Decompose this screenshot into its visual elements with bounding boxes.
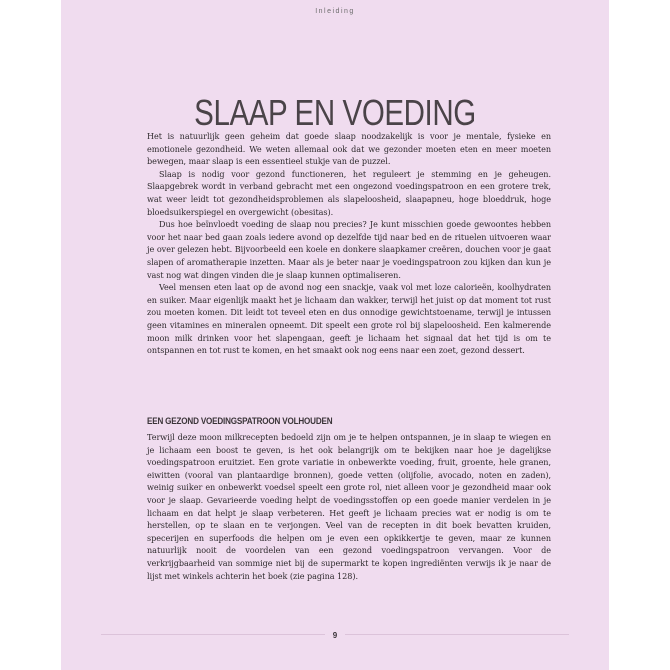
book-page	[61, 0, 609, 670]
page-title: SLAAP EN VOEDING	[194, 92, 476, 134]
paragraph: Het is natuurlijk geen geheim dat goede slaap noodzakelijk is voor je mentale, fysieke en emotionele gezondheid. We weten allemaal ook dat we gezonder moeten eten en meer moeten bewegen, maar slaap is een essentieel stukje van de puzzel.	[147, 131, 551, 167]
section-heading: EEN GEZOND VOEDINGSPATROON VOLHOUDEN	[147, 416, 333, 426]
paragraph: Dus hoe beïnvloedt voeding de slaap nou precies? Je kunt misschien goede gewoontes hebben voor het naar bed gaan zoals iedere avond op dezelfde tijd naar bed en de rituelen uitvoeren waar je over gelezen hebt. Bijvoorbeeld een koele en donkere slaapkamer creëren, douchen voor je gaat slapen of aromatherapie inzetten. Maar als je beter naar je voedingspatroon zou kijken dan kun je vast nog wat dingen vinden die je slaap kunnen optimaliseren.	[147, 219, 551, 280]
intro-text	[147, 130, 551, 357]
running-head: Inleiding	[315, 8, 355, 15]
paragraph: Slaap is nodig voor gezond functioneren, het reguleert je stemming en je geheugen. Slaapgebrek wordt in verband gebracht met een ongezond voedingspatroon en een grotere trek, wat weer leidt tot gezondheidsproblemen als slapeloosheid, slaapapneu, hoge bloeddruk, hoge bloedsuikerspiegel en overgewicht (obesitas).	[147, 168, 551, 217]
page-number-label: 9	[325, 631, 345, 640]
paragraph: Terwijl deze moon milkrecepten bedoeld zijn om je te helpen ontspannen, je in slaap te wiegen en je lichaam een boost te geven, is het ook belangrijk om te bekijken naar hoe je dagelijkse voedingspatroon eruitziet. Een grote variatie in onbewerkte voeding, fruit, groente, hele granen, eiwitten (vooral van plantaardige bronnen), goede vetten (olijfolie, avocado, noten en zaden), weinig suiker en onbewerkt voedsel speelt een grote rol, niet alleen voor je gezondheid maar ook voor je slaap. Gevarieerde voeding helpt de voedingsstoffen op een goede manier verdelen in je lichaam en dat helpt je slaap verbeteren. Het geeft je lichaam precies wat er nodig is om te herstellen, op te slaan en te verjongen. Veel van de recepten in dit boek bevatten kruiden, specerijen en superfoods die helpen om je even een opkikkertje te geven, maar ze kunnen natuurlijk nooit de voordelen van een gezond voedingspatroon vervangen. Voor de verkrijgbaarheid van sommige niet bij de supermarkt te kopen ingrediënten verwijs ik je naar de lijst met winkels achterin het boek (zie pagina 128).	[147, 432, 551, 581]
section-text	[147, 431, 551, 582]
paragraph: Veel mensen eten laat op de avond nog een snackje, vaak vol met loze calorieën, koolhydraten en suiker. Maar eigenlijk maakt het je lichaam dan wakker, terwijl het juist op dat moment tot rust zou moeten komen. Dit leidt tot teveel eten en dus onnodige gewichtstoename, terwijl je intussen geen vitamines en mineralen opneemt. Dit speelt een grote rol bij slapeloosheid. Een kalmerende moon milk drinken voor het slapengaan, geeft je lichaam het signaal dat het tijd is om te ontspannen en tot rust te komen, en het smaakt ook nog eens naar een zoet, gezond dessert.	[147, 282, 551, 356]
page-number	[61, 631, 609, 640]
